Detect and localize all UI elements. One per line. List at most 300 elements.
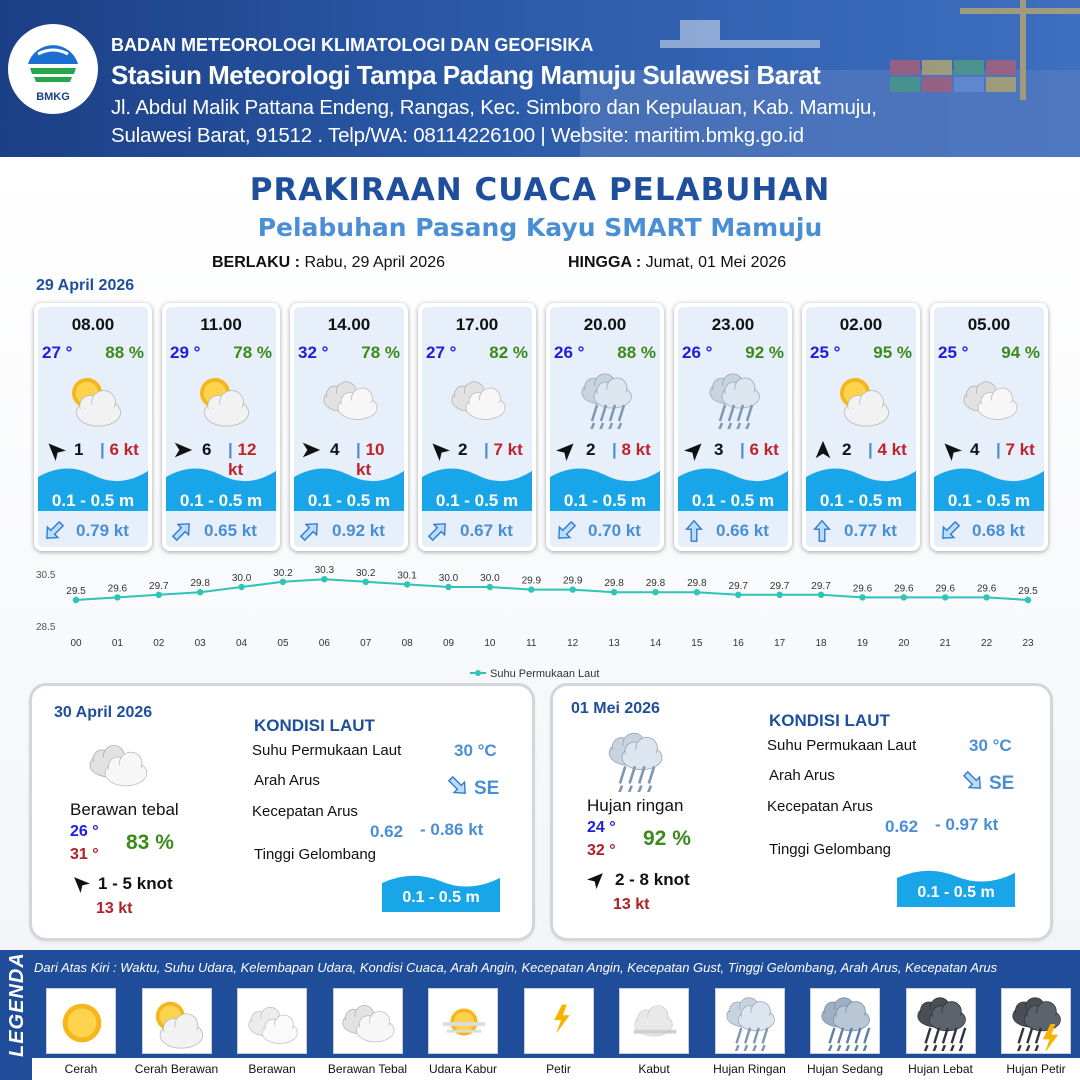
current-arrow-icon [810, 519, 834, 543]
legend-item [428, 988, 498, 1054]
current-arrow-icon [938, 519, 962, 543]
data-point [901, 594, 907, 600]
wind-direction [556, 439, 578, 461]
legend-item-label: Kabut [638, 1062, 670, 1076]
cerah-berawan-icon [147, 995, 209, 1051]
card-gust-value: 6 kt [749, 440, 779, 459]
bmkg-emblem-icon [8, 24, 98, 94]
day-wind-direction [70, 873, 90, 898]
station-name: Stasiun Meteorologi Tampa Padang Mamuju Sulawesi Barat [111, 60, 821, 90]
current-arrow-icon [961, 769, 985, 793]
data-label: 29.5 [66, 586, 86, 597]
berawan-icon [242, 995, 304, 1051]
current-arrow-icon [170, 519, 194, 543]
wind-direction [428, 439, 450, 461]
card-wind [556, 439, 660, 461]
card-temperature: 26 ° [554, 343, 585, 362]
series-line [76, 579, 1028, 600]
legend-item [333, 988, 403, 1054]
current-direction [42, 519, 66, 543]
wind-arrow-icon [812, 439, 834, 461]
card-wave-height: 0.1 - 0.5 m [947, 491, 1031, 510]
data-point [735, 592, 741, 598]
current-direction [810, 519, 834, 543]
forecast-card [546, 303, 664, 551]
x-tick-label: 22 [981, 638, 993, 649]
forecast-card [930, 303, 1048, 551]
cerah-berawan-icon [63, 371, 127, 429]
wind-arrow-icon [940, 439, 962, 461]
legend-item-label: Cerah Berawan [134, 1062, 219, 1076]
card-gust [996, 440, 1035, 460]
x-tick-label: 20 [898, 638, 910, 649]
sea-condition-title: KONDISI LAUT [769, 711, 890, 730]
forecast-card-body [166, 307, 276, 547]
legend-item-label: Cerah [64, 1062, 98, 1076]
current-speed-min: 0.62 [885, 817, 919, 836]
current-arrow-icon [42, 519, 66, 543]
header-banner [0, 0, 1080, 157]
separator: | [612, 440, 622, 459]
card-current [170, 519, 276, 543]
current-direction [682, 519, 706, 543]
wind-arrow-icon [44, 439, 66, 461]
legend-item [906, 988, 976, 1054]
card-current [938, 519, 1044, 543]
card-current [298, 519, 404, 543]
day-humidity: 83 % [126, 831, 174, 854]
day-wind-speed: 2 - 8 knot [615, 870, 690, 889]
data-label: 29.8 [190, 578, 210, 590]
sst-value: 30 °C [454, 741, 497, 760]
data-label: 29.9 [562, 575, 583, 587]
day-humidity: 92 % [643, 827, 691, 850]
card-current-speed: 0.65 kt [204, 521, 257, 540]
card-current-speed: 0.77 kt [844, 521, 897, 540]
hujan-ringan-icon [601, 730, 671, 792]
data-point [611, 589, 617, 595]
day-weather-icon [84, 734, 154, 801]
card-humidity: 92 % [745, 343, 784, 362]
day-date: 30 April 2026 [54, 704, 153, 721]
card-gust-value: 7 kt [1005, 440, 1035, 459]
card-gust-value: 6 kt [109, 440, 139, 459]
legend-label: Suhu Permukaan Laut [490, 668, 600, 680]
legend-item [1001, 988, 1071, 1054]
card-current [426, 519, 532, 543]
current-arrow-icon [426, 519, 450, 543]
current-direction-value: SE [989, 773, 1015, 794]
day-gust: 13 kt [613, 896, 650, 913]
data-point [776, 592, 782, 598]
card-humidity: 82 % [489, 343, 528, 362]
day-condition: Berawan tebal [70, 800, 179, 819]
bmkg-logo [8, 24, 98, 114]
validity-from-label: BERLAKU : [212, 254, 300, 271]
forecast-card [418, 303, 536, 551]
separator: | [100, 440, 110, 459]
data-point [321, 576, 327, 582]
wind-arrow-icon [684, 439, 706, 461]
card-temperature: 27 ° [42, 343, 73, 362]
data-label: 29.9 [521, 575, 542, 587]
data-point [238, 584, 244, 590]
data-label: 30.0 [231, 573, 252, 584]
card-weather-icon [575, 371, 639, 429]
legend-item [810, 988, 880, 1054]
x-tick-label: 15 [691, 638, 703, 649]
cerah-berawan-icon [831, 371, 895, 429]
data-point [73, 597, 79, 603]
card-wind [940, 439, 1044, 461]
berawan-tebal-icon [447, 371, 511, 429]
forecast-card-body [550, 307, 660, 547]
legend-item-label: Petir [546, 1062, 571, 1076]
legend-item [619, 988, 689, 1054]
current-speed-max: - 0.97 kt [935, 815, 999, 834]
day-wave-height: 0.1 - 0.5 m [917, 884, 995, 901]
forecast-card [674, 303, 792, 551]
separator: | [228, 440, 238, 459]
card-wave-height: 0.1 - 0.5 m [691, 491, 775, 510]
wind-arrow-icon [70, 873, 90, 893]
x-tick-label: 05 [277, 638, 289, 649]
card-current-speed: 0.70 kt [588, 521, 641, 540]
legend-description: Dari Atas Kiri : Waktu, Suhu Udara, Kelembapan Udara, Kondisi Cuaca, Arah Angin, Kecepatan Angin, Kecepatan Gust, Tinggi Gelombang, Arah Arus, Kecepatan Arus [34, 960, 998, 975]
data-point [818, 592, 824, 598]
card-wind-speed: 2 [458, 440, 468, 459]
current-speed-max: - 0.86 kt [420, 820, 484, 839]
address-line-1: Jl. Abdul Malik Pattana Endeng, Rangas, Kec. Simboro dan Kepulauan, Kab. Mamuju, [111, 96, 877, 119]
current-direction-value: SE [474, 778, 500, 799]
udara-kabur-icon [433, 995, 495, 1051]
data-point [487, 584, 493, 590]
logo-text: BMKG [36, 91, 70, 103]
card-wind-speed: 2 [586, 440, 596, 459]
wind-direction [684, 439, 706, 461]
berawan-tebal-icon [338, 995, 400, 1051]
data-label: 29.6 [894, 583, 914, 595]
day-temp-max: 31 ° [70, 846, 99, 863]
card-gust [612, 440, 651, 460]
sea-condition-title: KONDISI LAUT [254, 716, 375, 735]
card-gust [356, 440, 404, 480]
card-humidity: 88 % [105, 343, 144, 362]
day-date: 01 Mei 2026 [571, 700, 660, 717]
sea-surface-temperature-chart [30, 560, 1050, 690]
data-label: 29.6 [852, 583, 873, 595]
sst-value: 30 °C [969, 736, 1012, 755]
card-weather-icon [703, 371, 767, 429]
current-arrow-icon [554, 519, 578, 543]
card-weather-icon [447, 371, 511, 429]
wave-height-label: Tinggi Gelombang [769, 841, 892, 858]
day-weather-icon [601, 730, 671, 797]
current-speed-min: 0.62 [370, 822, 404, 841]
day-condition: Hujan ringan [587, 796, 684, 815]
agency-name: BADAN METEOROLOGI KLIMATOLOGI DAN GEOFISIKA [111, 35, 594, 55]
card-wind [300, 439, 404, 479]
data-label: 30.0 [480, 573, 500, 584]
data-point [694, 589, 700, 595]
day-temp-max: 32 ° [587, 842, 616, 859]
card-time: 23.00 [711, 315, 755, 334]
card-weather-icon [63, 371, 127, 429]
card-temperature: 27 ° [426, 343, 457, 362]
x-tick-label: 13 [608, 638, 620, 649]
card-wave-height: 0.1 - 0.5 m [179, 491, 263, 510]
page-subtitle: Pelabuhan Pasang Kayu SMART Mamuju [257, 213, 823, 242]
x-tick-label: 14 [649, 638, 662, 649]
current-direction [298, 519, 322, 543]
forecast-card [290, 303, 408, 551]
cerah-icon [51, 995, 113, 1051]
data-label: 30.2 [356, 567, 376, 579]
card-wind [812, 439, 916, 461]
data-label: 30.1 [397, 570, 417, 582]
day-temp-min: 24 ° [587, 819, 616, 836]
petir-icon [529, 995, 591, 1051]
separator: | [996, 440, 1006, 459]
day-gust: 13 kt [96, 900, 133, 917]
wave-height-label: Tinggi Gelombang [254, 846, 377, 863]
current-direction [426, 519, 450, 543]
data-point [114, 594, 120, 600]
card-gust [228, 440, 276, 480]
wind-arrow-icon [556, 439, 578, 461]
card-weather-icon [959, 371, 1023, 429]
x-tick-label: 17 [774, 638, 786, 649]
current-arrow-icon [446, 774, 470, 798]
card-gust-value: 7 kt [493, 440, 523, 459]
current-speed-label: Kecepatan Arus [252, 803, 358, 820]
card-temperature: 25 ° [938, 343, 969, 362]
x-tick-label: 02 [153, 638, 165, 649]
separator: | [868, 440, 878, 459]
berawan-tebal-icon [84, 734, 154, 796]
forecast-card [802, 303, 920, 551]
card-humidity: 78 % [233, 343, 272, 362]
data-label: 29.7 [149, 580, 169, 592]
validity-from-value: Rabu, 29 April 2026 [304, 254, 445, 271]
data-point [859, 594, 865, 600]
card-wind [428, 439, 532, 461]
kabut-icon [624, 995, 686, 1051]
data-label: 30.2 [273, 567, 293, 579]
wind-direction [44, 439, 66, 461]
current-speed-label: Kecepatan Arus [767, 798, 873, 815]
y-tick-label: 30.5 [36, 570, 56, 581]
legend-marker [475, 670, 481, 676]
card-current [554, 519, 660, 543]
legend-item [142, 988, 212, 1054]
legend-item [715, 988, 785, 1054]
card-wave-height: 0.1 - 0.5 m [819, 491, 903, 510]
card-gust-value: 4 kt [877, 440, 907, 459]
x-tick-label: 07 [360, 638, 372, 649]
card-temperature: 25 ° [810, 343, 841, 362]
data-label: 29.5 [1018, 586, 1038, 597]
data-point [404, 581, 410, 587]
wind-arrow-icon [300, 439, 322, 461]
card-humidity: 95 % [873, 343, 912, 362]
x-tick-label: 12 [567, 638, 579, 649]
legend-item [46, 988, 116, 1054]
separator: | [740, 440, 750, 459]
berawan-tebal-icon [959, 371, 1023, 429]
validity-to-value: Jumat, 01 Mei 2026 [645, 254, 787, 271]
card-humidity: 94 % [1001, 343, 1040, 362]
data-point [528, 586, 534, 592]
forecast-card-body [806, 307, 916, 547]
y-tick-label: 28.5 [36, 622, 56, 633]
card-gust [100, 440, 139, 460]
card-current-speed: 0.67 kt [460, 521, 513, 540]
card-wind-speed: 4 [970, 440, 980, 459]
x-tick-label: 10 [484, 638, 496, 649]
forecast-card-body [294, 307, 404, 547]
wind-arrow-icon [587, 869, 607, 889]
validity-to [568, 254, 786, 272]
card-time: 20.00 [583, 315, 627, 334]
card-time: 02.00 [839, 315, 883, 334]
card-time: 05.00 [967, 315, 1011, 334]
address-line-2: Sulawesi Barat, 91512 . Telp/WA: 08114226100 | Website: maritim.bmkg.go.id [111, 124, 804, 147]
page-title: PRAKIRAAN CUACA PELABUHAN [249, 172, 831, 208]
card-temperature: 29 ° [170, 343, 201, 362]
card-current [42, 519, 148, 543]
data-label: 29.7 [811, 580, 831, 592]
hujan-ringan-icon [703, 371, 767, 429]
x-tick-label: 08 [401, 638, 413, 649]
legend-item [524, 988, 594, 1054]
card-gust-value: 8 kt [621, 440, 651, 459]
day-wave-height: 0.1 - 0.5 m [402, 889, 480, 906]
card-wind-speed: 6 [202, 440, 212, 459]
data-label: 29.8 [645, 578, 666, 590]
legend-item-label: Berawan Tebal [327, 1062, 408, 1076]
card-weather-icon [831, 371, 895, 429]
current-direction [170, 519, 194, 543]
card-current [682, 519, 788, 543]
card-wind-speed: 2 [842, 440, 852, 459]
legend-item-label: Hujan Petir [1006, 1062, 1066, 1076]
separator: | [356, 440, 366, 459]
day1-date: 29 April 2026 [36, 277, 135, 294]
card-wave-height: 0.1 - 0.5 m [435, 491, 519, 510]
card-gust-value: 12 kt [228, 440, 257, 479]
current-direction-label: Arah Arus [769, 767, 835, 784]
forecast-card-body [422, 307, 532, 547]
x-tick-label: 00 [70, 638, 82, 649]
card-time: 08.00 [71, 315, 115, 334]
card-gust-value: 10 kt [356, 440, 385, 479]
wind-direction [812, 439, 834, 461]
data-label: 30.3 [314, 565, 335, 577]
forecast-card [34, 303, 152, 551]
card-current-speed: 0.92 kt [332, 521, 385, 540]
data-label: 29.7 [728, 580, 748, 592]
hujan-lebat-icon [911, 995, 973, 1051]
card-wind [44, 439, 148, 461]
x-tick-label: 09 [442, 638, 455, 649]
data-label: 29.6 [976, 583, 997, 595]
data-point [569, 586, 575, 592]
sst-label: Suhu Permukaan Laut [252, 742, 402, 759]
wind-direction [940, 439, 962, 461]
separator: | [484, 440, 494, 459]
data-point [942, 594, 948, 600]
legend-item-label: Hujan Sedang [806, 1062, 884, 1076]
wind-arrow-icon [172, 439, 194, 461]
data-label: 29.6 [935, 583, 955, 595]
legend-item-label: Berawan [248, 1062, 296, 1076]
card-gust [740, 440, 779, 460]
sst-label: Suhu Permukaan Laut [767, 737, 917, 754]
data-point [1025, 597, 1031, 603]
x-tick-label: 19 [856, 638, 868, 649]
hujan-petir-icon [1006, 995, 1068, 1051]
day-wind-speed: 1 - 5 knot [98, 874, 173, 893]
card-wave-height: 0.1 - 0.5 m [307, 491, 391, 510]
forecast-card [162, 303, 280, 551]
data-point [445, 584, 451, 590]
data-point [280, 579, 286, 585]
data-point [156, 592, 162, 598]
validity-from [212, 254, 445, 272]
data-point [983, 594, 989, 600]
data-point [197, 589, 203, 595]
card-wave-height: 0.1 - 0.5 m [563, 491, 647, 510]
card-wind-speed: 4 [330, 440, 340, 459]
x-tick-label: 18 [815, 638, 827, 649]
data-point [652, 589, 658, 595]
x-tick-label: 23 [1022, 638, 1034, 649]
data-label: 29.8 [687, 578, 707, 590]
current-direction-arrow [961, 769, 985, 798]
data-point [363, 579, 369, 585]
data-label: 29.8 [604, 578, 624, 590]
current-direction [938, 519, 962, 543]
card-time: 17.00 [455, 315, 499, 334]
data-label: 30.0 [438, 573, 459, 584]
card-temperature: 26 ° [682, 343, 713, 362]
x-tick-label: 03 [194, 638, 206, 649]
card-gust [484, 440, 523, 460]
wind-direction [172, 439, 194, 461]
card-gust [868, 440, 907, 460]
cerah-berawan-icon [191, 371, 255, 429]
day-temp-min: 26 ° [70, 823, 99, 840]
card-temperature: 32 ° [298, 343, 329, 362]
card-wind [172, 439, 276, 479]
card-weather-icon [191, 371, 255, 429]
legend-item-label: Hujan Lebat [908, 1062, 973, 1076]
card-wind-speed: 3 [714, 440, 724, 459]
legend-item [237, 988, 307, 1054]
card-current-speed: 0.66 kt [716, 521, 769, 540]
card-current-speed: 0.79 kt [76, 521, 129, 540]
current-direction [554, 519, 578, 543]
legend-label: LEGENDA [6, 952, 28, 1057]
wind-arrow-icon [428, 439, 450, 461]
legend-item-label: Hujan Ringan [713, 1062, 786, 1076]
card-wave-height: 0.1 - 0.5 m [51, 491, 135, 510]
validity-to-label: HINGGA : [568, 254, 642, 271]
x-tick-label: 11 [526, 638, 537, 649]
current-direction-arrow [446, 774, 470, 803]
current-arrow-icon [298, 519, 322, 543]
